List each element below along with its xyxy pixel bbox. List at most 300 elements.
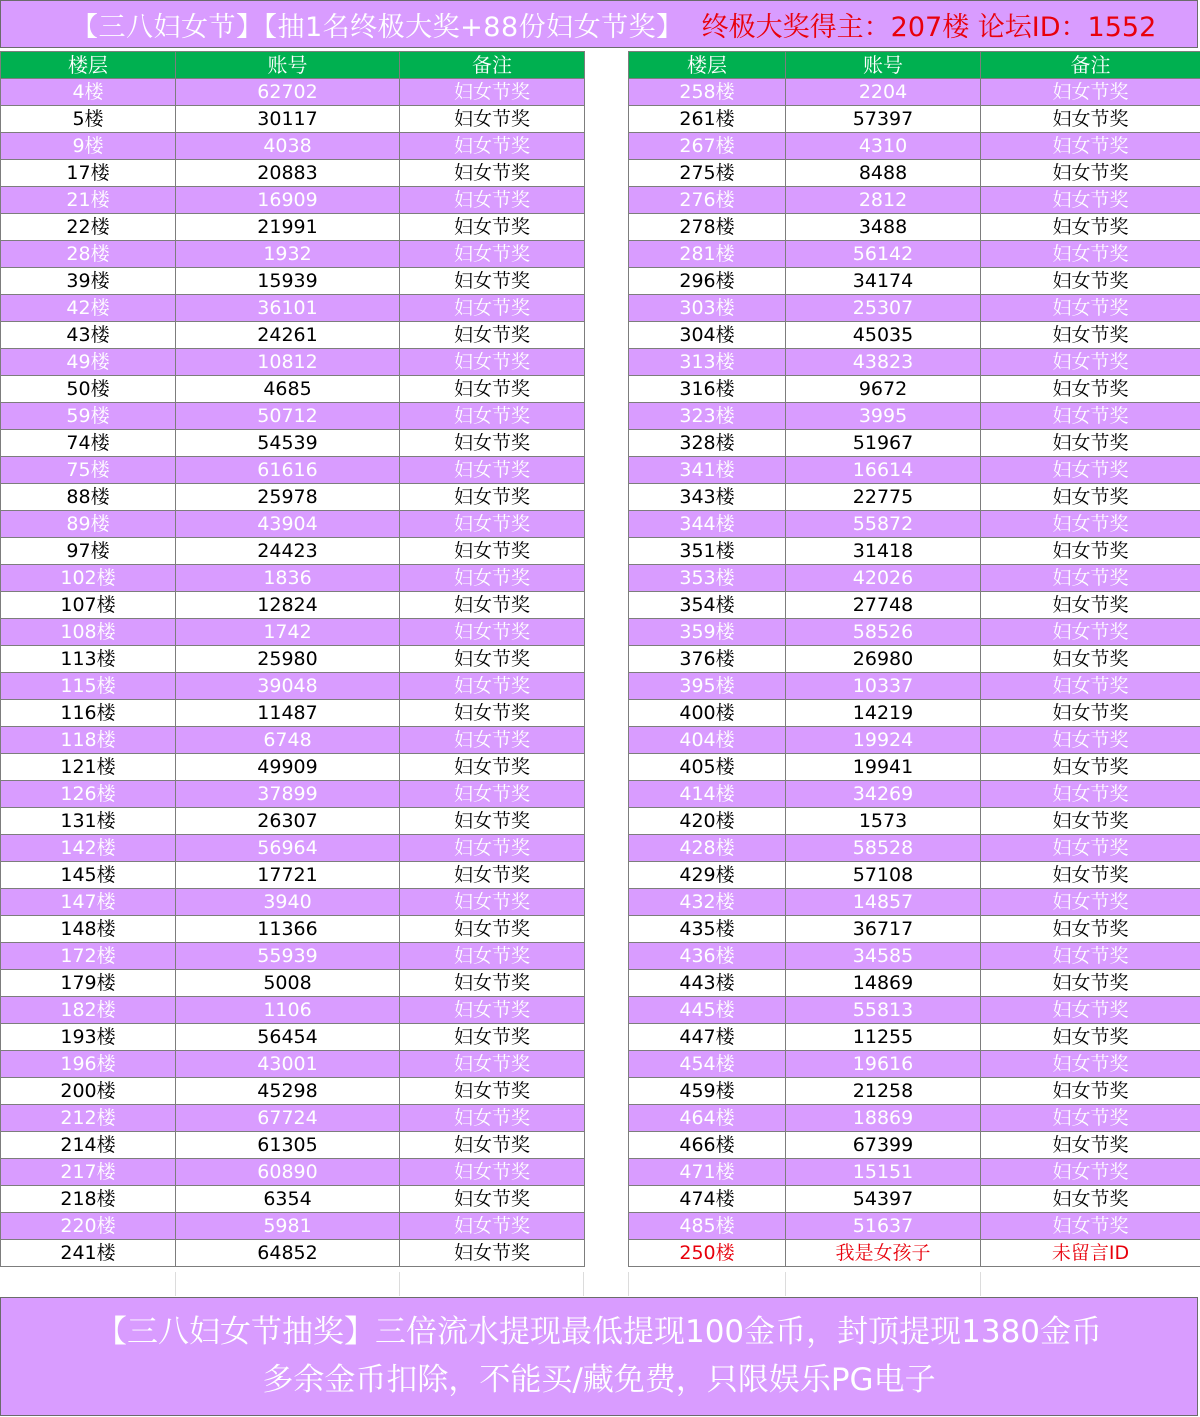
table-row — [629, 862, 1200, 889]
page-header — [0, 0, 1198, 48]
floor-cell: 17楼 — [1, 160, 176, 187]
table-row — [1, 295, 585, 322]
account-cell: 19941 — [786, 754, 981, 781]
column-header-note: 备注 — [400, 52, 585, 79]
floor-cell: 21楼 — [1, 187, 176, 214]
account-cell: 10337 — [786, 673, 981, 700]
table-row — [1, 79, 585, 106]
floor-cell: 179楼 — [1, 970, 176, 997]
account-cell: 25307 — [786, 295, 981, 322]
floor-cell: 5楼 — [1, 106, 176, 133]
table-row — [629, 538, 1200, 565]
floor-cell: 429楼 — [629, 862, 786, 889]
grid-line — [583, 1272, 584, 1296]
floor-cell: 278楼 — [629, 214, 786, 241]
table-row — [1, 754, 585, 781]
table-row — [1, 376, 585, 403]
note-cell: 妇女节奖 — [400, 916, 585, 943]
account-cell: 55813 — [786, 997, 981, 1024]
account-cell: 18869 — [786, 1105, 981, 1132]
account-cell: 6748 — [176, 727, 400, 754]
floor-cell: 351楼 — [629, 538, 786, 565]
floor-cell: 432楼 — [629, 889, 786, 916]
account-cell: 43001 — [176, 1051, 400, 1078]
account-cell: 24423 — [176, 538, 400, 565]
account-cell: 51637 — [786, 1213, 981, 1240]
floor-cell: 466楼 — [629, 1132, 786, 1159]
floor-cell: 74楼 — [1, 430, 176, 457]
floor-cell: 275楼 — [629, 160, 786, 187]
note-cell: 妇女节奖 — [400, 781, 585, 808]
table-row — [629, 1159, 1200, 1186]
account-cell: 34585 — [786, 943, 981, 970]
account-cell: 14857 — [786, 889, 981, 916]
table-row — [1, 619, 585, 646]
note-cell: 妇女节奖 — [981, 1132, 1200, 1159]
account-cell: 22775 — [786, 484, 981, 511]
note-cell: 妇女节奖 — [400, 862, 585, 889]
account-cell: 2812 — [786, 187, 981, 214]
floor-cell: 454楼 — [629, 1051, 786, 1078]
floor-cell: 353楼 — [629, 565, 786, 592]
account-cell: 39048 — [176, 673, 400, 700]
table-row — [1, 1078, 585, 1105]
table-row — [1, 1051, 585, 1078]
note-cell: 妇女节奖 — [981, 349, 1200, 376]
account-cell: 9672 — [786, 376, 981, 403]
floor-cell: 182楼 — [1, 997, 176, 1024]
table-row — [1, 214, 585, 241]
floor-cell: 97楼 — [1, 538, 176, 565]
note-cell: 妇女节奖 — [400, 673, 585, 700]
table-row — [1, 1024, 585, 1051]
account-cell: 25978 — [176, 484, 400, 511]
account-cell: 27748 — [786, 592, 981, 619]
account-cell: 54397 — [786, 1186, 981, 1213]
account-cell: 60890 — [176, 1159, 400, 1186]
floor-cell: 28楼 — [1, 241, 176, 268]
floor-cell: 474楼 — [629, 1186, 786, 1213]
table-row — [1, 538, 585, 565]
floor-cell: 316楼 — [629, 376, 786, 403]
right-winner-table — [628, 51, 1200, 1267]
floor-cell: 343楼 — [629, 484, 786, 511]
column-header-account: 账号 — [176, 52, 400, 79]
grid-line — [399, 1272, 400, 1296]
left-winner-table — [0, 51, 585, 1267]
table-row — [1, 1105, 585, 1132]
account-cell: 56454 — [176, 1024, 400, 1051]
rules-footer — [0, 1297, 1198, 1416]
table-row — [629, 1024, 1200, 1051]
account-cell: 64852 — [176, 1240, 400, 1267]
column-header-floor: 楼层 — [629, 52, 786, 79]
note-cell: 妇女节奖 — [981, 322, 1200, 349]
note-cell: 妇女节奖 — [400, 241, 585, 268]
note-cell: 妇女节奖 — [400, 430, 585, 457]
note-cell: 妇女节奖 — [400, 808, 585, 835]
floor-cell: 241楼 — [1, 1240, 176, 1267]
note-cell: 妇女节奖 — [400, 295, 585, 322]
note-cell: 妇女节奖 — [981, 133, 1200, 160]
account-cell: 34269 — [786, 781, 981, 808]
note-cell: 妇女节奖 — [400, 970, 585, 997]
note-cell: 妇女节奖 — [400, 322, 585, 349]
note-cell: 妇女节奖 — [981, 1078, 1200, 1105]
note-cell: 妇女节奖 — [981, 997, 1200, 1024]
note-cell: 妇女节奖 — [981, 592, 1200, 619]
table-row — [629, 916, 1200, 943]
note-cell: 妇女节奖 — [400, 484, 585, 511]
account-cell: 3940 — [176, 889, 400, 916]
account-cell: 1742 — [176, 619, 400, 646]
floor-cell: 115楼 — [1, 673, 176, 700]
account-cell: 21991 — [176, 214, 400, 241]
note-cell: 妇女节奖 — [400, 538, 585, 565]
table-row — [629, 808, 1200, 835]
account-cell: 11487 — [176, 700, 400, 727]
table-row — [1, 457, 585, 484]
account-cell: 2204 — [786, 79, 981, 106]
floor-cell: 485楼 — [629, 1213, 786, 1240]
floor-cell: 376楼 — [629, 646, 786, 673]
note-cell: 妇女节奖 — [400, 700, 585, 727]
floor-cell: 59楼 — [1, 403, 176, 430]
table-row — [1, 997, 585, 1024]
floor-cell: 108楼 — [1, 619, 176, 646]
floor-cell: 131楼 — [1, 808, 176, 835]
account-cell: 67724 — [176, 1105, 400, 1132]
table-row — [1, 1240, 585, 1267]
account-cell: 30117 — [176, 106, 400, 133]
floor-cell: 43楼 — [1, 322, 176, 349]
note-cell: 妇女节奖 — [981, 916, 1200, 943]
table-row — [1, 322, 585, 349]
note-cell: 妇女节奖 — [400, 376, 585, 403]
account-cell: 26307 — [176, 808, 400, 835]
floor-cell: 196楼 — [1, 1051, 176, 1078]
account-cell: 42026 — [786, 565, 981, 592]
note-cell: 妇女节奖 — [400, 619, 585, 646]
account-cell: 1836 — [176, 565, 400, 592]
account-cell: 20883 — [176, 160, 400, 187]
account-cell: 19924 — [786, 727, 981, 754]
floor-cell: 200楼 — [1, 1078, 176, 1105]
table-row — [1, 700, 585, 727]
floor-cell: 447楼 — [629, 1024, 786, 1051]
floor-cell: 395楼 — [629, 673, 786, 700]
floor-cell: 267楼 — [629, 133, 786, 160]
floor-cell: 218楼 — [1, 1186, 176, 1213]
account-cell: 21258 — [786, 1078, 981, 1105]
table-row — [629, 484, 1200, 511]
table-row — [629, 673, 1200, 700]
table-row — [1, 808, 585, 835]
floor-cell: 9楼 — [1, 133, 176, 160]
floor-cell: 471楼 — [629, 1159, 786, 1186]
account-cell: 1106 — [176, 997, 400, 1024]
table-row — [629, 1051, 1200, 1078]
table-row — [629, 1078, 1200, 1105]
floor-cell: 148楼 — [1, 916, 176, 943]
account-cell: 14219 — [786, 700, 981, 727]
account-cell: 26980 — [786, 646, 981, 673]
floor-cell: 459楼 — [629, 1078, 786, 1105]
note-cell: 妇女节奖 — [400, 754, 585, 781]
floor-cell: 296楼 — [629, 268, 786, 295]
table-row — [629, 268, 1200, 295]
floor-cell: 142楼 — [1, 835, 176, 862]
account-cell: 31418 — [786, 538, 981, 565]
account-cell: 36101 — [176, 295, 400, 322]
table-row — [1, 349, 585, 376]
account-cell: 45035 — [786, 322, 981, 349]
note-cell: 妇女节奖 — [400, 592, 585, 619]
account-cell: 43904 — [176, 511, 400, 538]
table-row — [1, 862, 585, 889]
account-cell: 55939 — [176, 943, 400, 970]
table-row — [629, 1213, 1200, 1240]
note-cell: 妇女节奖 — [981, 1159, 1200, 1186]
header-winner: 终极大奖得主：207楼 论坛ID：1552 — [701, 11, 1157, 43]
table-row — [629, 79, 1200, 106]
account-cell: 1932 — [176, 241, 400, 268]
table-row — [1, 511, 585, 538]
note-cell: 妇女节奖 — [981, 619, 1200, 646]
table-row — [629, 889, 1200, 916]
floor-cell: 420楼 — [629, 808, 786, 835]
table-row — [1, 835, 585, 862]
table-row — [629, 1132, 1200, 1159]
table-row — [629, 241, 1200, 268]
table-row — [1, 970, 585, 997]
table-row — [629, 1240, 1200, 1267]
account-cell: 61616 — [176, 457, 400, 484]
table-row — [629, 727, 1200, 754]
floor-cell: 359楼 — [629, 619, 786, 646]
note-cell: 妇女节奖 — [981, 187, 1200, 214]
table-row — [629, 511, 1200, 538]
account-cell: 58526 — [786, 619, 981, 646]
table-row — [629, 457, 1200, 484]
floor-cell: 414楼 — [629, 781, 786, 808]
table-row — [1, 268, 585, 295]
table-row — [1, 1159, 585, 1186]
account-cell: 5981 — [176, 1213, 400, 1240]
note-cell: 妇女节奖 — [981, 754, 1200, 781]
note-cell: 未留言ID — [981, 1240, 1200, 1267]
floor-cell: 113楼 — [1, 646, 176, 673]
account-cell: 11366 — [176, 916, 400, 943]
account-cell: 16909 — [176, 187, 400, 214]
column-header-account: 账号 — [786, 52, 981, 79]
floor-cell: 4楼 — [1, 79, 176, 106]
floor-cell: 276楼 — [629, 187, 786, 214]
note-cell: 妇女节奖 — [400, 160, 585, 187]
grid-line — [628, 1272, 629, 1296]
note-cell: 妇女节奖 — [400, 1213, 585, 1240]
table-row — [1, 916, 585, 943]
account-cell: 51967 — [786, 430, 981, 457]
note-cell: 妇女节奖 — [400, 79, 585, 106]
column-header-floor: 楼层 — [1, 52, 176, 79]
account-cell: 54539 — [176, 430, 400, 457]
table-row — [629, 943, 1200, 970]
note-cell: 妇女节奖 — [981, 889, 1200, 916]
account-cell: 43823 — [786, 349, 981, 376]
floor-cell: 75楼 — [1, 457, 176, 484]
account-cell: 62702 — [176, 79, 400, 106]
column-header-note: 备注 — [981, 52, 1200, 79]
note-cell: 妇女节奖 — [981, 295, 1200, 322]
note-cell: 妇女节奖 — [981, 106, 1200, 133]
floor-cell: 445楼 — [629, 997, 786, 1024]
account-cell: 11255 — [786, 1024, 981, 1051]
note-cell: 妇女节奖 — [400, 1051, 585, 1078]
note-cell: 妇女节奖 — [400, 1105, 585, 1132]
note-cell: 妇女节奖 — [981, 1186, 1200, 1213]
table-row — [1, 646, 585, 673]
floor-cell: 217楼 — [1, 1159, 176, 1186]
floor-cell: 121楼 — [1, 754, 176, 781]
account-cell: 24261 — [176, 322, 400, 349]
table-row — [629, 160, 1200, 187]
table-row — [629, 187, 1200, 214]
account-cell: 4038 — [176, 133, 400, 160]
note-cell: 妇女节奖 — [400, 943, 585, 970]
account-cell: 61305 — [176, 1132, 400, 1159]
floor-cell: 220楼 — [1, 1213, 176, 1240]
note-cell: 妇女节奖 — [400, 889, 585, 916]
account-cell: 15151 — [786, 1159, 981, 1186]
table-row — [629, 754, 1200, 781]
account-cell: 36717 — [786, 916, 981, 943]
account-cell: 3995 — [786, 403, 981, 430]
note-cell: 妇女节奖 — [981, 943, 1200, 970]
table-row — [629, 430, 1200, 457]
floor-cell: 145楼 — [1, 862, 176, 889]
table-row — [1, 403, 585, 430]
note-cell: 妇女节奖 — [981, 538, 1200, 565]
floor-cell: 436楼 — [629, 943, 786, 970]
table-row — [1, 133, 585, 160]
account-cell: 10812 — [176, 349, 400, 376]
floor-cell: 214楼 — [1, 1132, 176, 1159]
account-cell: 58528 — [786, 835, 981, 862]
account-cell: 我是女孩子 — [786, 1240, 981, 1267]
note-cell: 妇女节奖 — [981, 835, 1200, 862]
table-row — [1, 106, 585, 133]
grid-line — [980, 1272, 981, 1296]
floor-cell: 258楼 — [629, 79, 786, 106]
account-cell: 5008 — [176, 970, 400, 997]
floor-cell: 428楼 — [629, 835, 786, 862]
note-cell: 妇女节奖 — [400, 1078, 585, 1105]
floor-cell: 405楼 — [629, 754, 786, 781]
table-row — [1, 1132, 585, 1159]
account-cell: 4685 — [176, 376, 400, 403]
account-cell: 55872 — [786, 511, 981, 538]
note-cell: 妇女节奖 — [981, 403, 1200, 430]
floor-cell: 116楼 — [1, 700, 176, 727]
table-row — [629, 376, 1200, 403]
account-cell: 34174 — [786, 268, 981, 295]
note-cell: 妇女节奖 — [981, 241, 1200, 268]
floor-cell: 50楼 — [1, 376, 176, 403]
grid-line — [785, 1272, 786, 1296]
account-cell: 6354 — [176, 1186, 400, 1213]
table-row — [1, 430, 585, 457]
floor-cell: 107楼 — [1, 592, 176, 619]
table-row — [1, 943, 585, 970]
floor-cell: 404楼 — [629, 727, 786, 754]
table-row — [629, 322, 1200, 349]
note-cell: 妇女节奖 — [981, 700, 1200, 727]
table-row — [1, 1213, 585, 1240]
account-cell: 49909 — [176, 754, 400, 781]
note-cell: 妇女节奖 — [981, 862, 1200, 889]
note-cell: 妇女节奖 — [400, 1159, 585, 1186]
floor-cell: 126楼 — [1, 781, 176, 808]
table-row — [629, 646, 1200, 673]
floor-cell: 354楼 — [629, 592, 786, 619]
note-cell: 妇女节奖 — [981, 457, 1200, 484]
note-cell: 妇女节奖 — [981, 376, 1200, 403]
account-cell: 45298 — [176, 1078, 400, 1105]
table-row — [629, 700, 1200, 727]
note-cell: 妇女节奖 — [400, 403, 585, 430]
table-row — [629, 349, 1200, 376]
footer-line-1: 【三八妇女节抽奖】三倍流水提现最低提现100金币，封顶提现1380金币 — [95, 1314, 1103, 1350]
table-row — [629, 1186, 1200, 1213]
floor-cell: 261楼 — [629, 106, 786, 133]
table-row — [1, 592, 585, 619]
floor-cell: 313楼 — [629, 349, 786, 376]
floor-cell: 147楼 — [1, 889, 176, 916]
table-row — [629, 970, 1200, 997]
floor-cell: 212楼 — [1, 1105, 176, 1132]
floor-cell: 88楼 — [1, 484, 176, 511]
floor-cell: 328楼 — [629, 430, 786, 457]
note-cell: 妇女节奖 — [981, 214, 1200, 241]
account-cell: 1573 — [786, 808, 981, 835]
account-cell: 15939 — [176, 268, 400, 295]
account-cell: 56964 — [176, 835, 400, 862]
floor-cell: 323楼 — [629, 403, 786, 430]
note-cell: 妇女节奖 — [981, 646, 1200, 673]
floor-cell: 22楼 — [1, 214, 176, 241]
table-row — [1, 727, 585, 754]
note-cell: 妇女节奖 — [400, 1240, 585, 1267]
note-cell: 妇女节奖 — [400, 457, 585, 484]
table-row — [629, 781, 1200, 808]
table-row — [629, 214, 1200, 241]
note-cell: 妇女节奖 — [400, 835, 585, 862]
note-cell: 妇女节奖 — [981, 79, 1200, 106]
grid-line — [175, 1272, 176, 1296]
note-cell: 妇女节奖 — [400, 1132, 585, 1159]
floor-cell: 443楼 — [629, 970, 786, 997]
account-cell: 12824 — [176, 592, 400, 619]
floor-cell: 281楼 — [629, 241, 786, 268]
floor-cell: 303楼 — [629, 295, 786, 322]
floor-cell: 400楼 — [629, 700, 786, 727]
table-row — [629, 295, 1200, 322]
table-row — [629, 835, 1200, 862]
note-cell: 妇女节奖 — [400, 1186, 585, 1213]
account-cell: 19616 — [786, 1051, 981, 1078]
table-row — [1, 484, 585, 511]
